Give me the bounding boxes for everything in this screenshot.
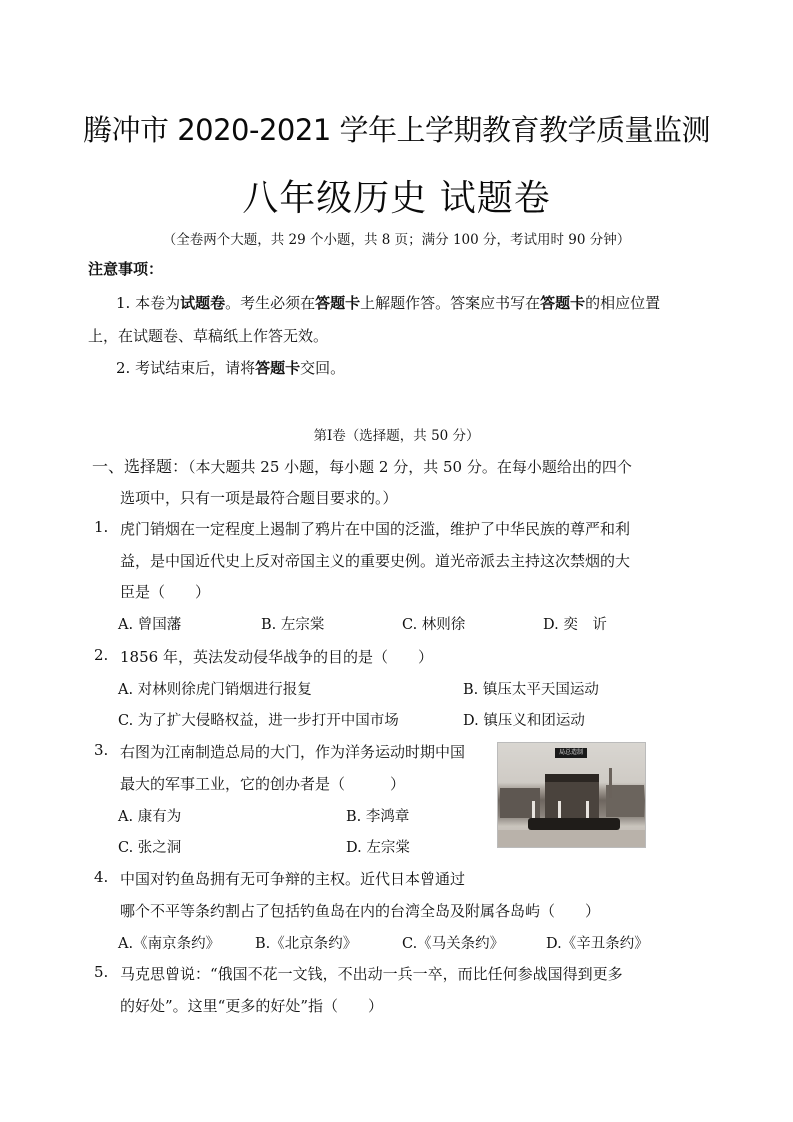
- question-text: 哪个不平等条约割占了包括钓鱼岛在内的台湾全岛及附属各岛屿（ ）: [120, 902, 601, 920]
- jiangnan-arsenal-gate-photo: [497, 742, 646, 848]
- section-heading: [92, 454, 632, 477]
- question-text: 右图为江南制造总局的大门，作为洋务运动时期中国: [120, 743, 466, 761]
- photo-chimney: [609, 768, 612, 798]
- option-c[interactable]: C.《马关条约》: [402, 936, 505, 952]
- notice-emphasis: 答题卡: [255, 359, 301, 377]
- option-d[interactable]: D.《辛丑条约》: [546, 936, 649, 952]
- question-number: 2.: [94, 646, 109, 664]
- option-b[interactable]: B. 左宗棠: [261, 617, 325, 633]
- option-a[interactable]: A.《南京条约》: [118, 936, 221, 952]
- question-text: 虎门销烟在一定程度上遏制了鸦片在中国的泛滥，维护了中华民族的尊严和利: [120, 520, 631, 538]
- exam-meta: （全卷两个大题，共 29 个小题，共 8 页；满分 100 分，考试用时 90 分钟）: [162, 232, 631, 248]
- section-lead: 一、选择题：: [92, 457, 189, 476]
- photo-hedge: [528, 818, 620, 830]
- section-desc: （本大题共 25 小题，每小题 2 分，共 50 分。在每小题给出的四个: [188, 458, 632, 476]
- question-number: 3.: [94, 741, 109, 759]
- option-d[interactable]: D. 镇压义和团运动: [463, 713, 585, 729]
- question-text: 益，是中国近代史上反对帝国主义的重要史例。道光帝派去主持这次禁烟的大: [120, 552, 631, 570]
- photo-gatehouse: [545, 774, 599, 824]
- option-a[interactable]: A. 对林则徐虎门销烟进行报复: [118, 682, 312, 698]
- option-b[interactable]: B.《北京条约》: [255, 936, 358, 952]
- question-text: 臣是（ ）: [120, 583, 211, 601]
- option-d[interactable]: D. 左宗棠: [346, 840, 410, 856]
- question-text: 马克思曾说：“俄国不花一文钱，不出动一兵一卒，而比任何参战国得到更多: [120, 965, 623, 983]
- notice-emphasis: 试题卷: [180, 294, 226, 312]
- question-text: 1856 年，英法发动侵华战争的目的是（ ）: [120, 648, 433, 666]
- option-c[interactable]: C. 张之洞: [118, 840, 182, 856]
- question-number: 1.: [94, 518, 109, 536]
- option-b[interactable]: B. 镇压太平天国运动: [463, 682, 599, 698]
- exam-title: 腾冲市 2020-2021 学年上学期教育教学质量监测: [82, 113, 710, 147]
- section-desc-line2: 选项中，只有一项是最符合题目要求的。）: [120, 489, 398, 507]
- notice-item-1-line2: 上，在试题卷、草稿纸上作答无效。: [88, 327, 329, 345]
- notice-text: 的相应位置: [585, 294, 661, 312]
- notice-text: 。考生必须在: [225, 294, 316, 312]
- notice-emphasis: 答题卡: [540, 294, 586, 312]
- notice-text: 2. 考试结束后，请将: [116, 359, 256, 377]
- question-text: 的好处”。这里“更多的好处”指（ ）: [120, 997, 384, 1015]
- option-c[interactable]: C. 为了扩大侵略权益，进一步打开中国市场: [118, 713, 399, 729]
- option-a[interactable]: A. 曾国藩: [118, 617, 182, 633]
- photo-sign: 局总造制: [555, 748, 587, 758]
- notice-text: 上解题作答。答案应书写在: [360, 294, 541, 312]
- photo-ground: [498, 830, 645, 847]
- question-number: 5.: [94, 963, 109, 981]
- notice-heading: 注意事项：: [88, 260, 164, 278]
- question-number: 4.: [94, 868, 109, 886]
- notice-item-2: [116, 357, 345, 378]
- option-c[interactable]: C. 林则徐: [402, 617, 466, 633]
- notice-text: 1. 本卷为: [116, 294, 181, 312]
- notice-item-1: [116, 292, 660, 313]
- notice-emphasis: 答题卡: [315, 294, 361, 312]
- exam-subtitle: 八年级历史 试题卷: [242, 178, 551, 219]
- option-a[interactable]: A. 康有为: [118, 809, 182, 825]
- part-heading: 第Ⅰ卷（选择题，共 50 分）: [313, 428, 480, 444]
- question-text: 中国对钓鱼岛拥有无可争辩的主权。近代日本曾通过: [120, 870, 466, 888]
- notice-text: 交回。: [300, 359, 346, 377]
- option-b[interactable]: B. 李鸿章: [346, 809, 410, 825]
- question-text: 最大的军事工业，它的创办者是（ ）: [120, 775, 406, 793]
- option-d[interactable]: D. 奕 䜣: [543, 617, 607, 633]
